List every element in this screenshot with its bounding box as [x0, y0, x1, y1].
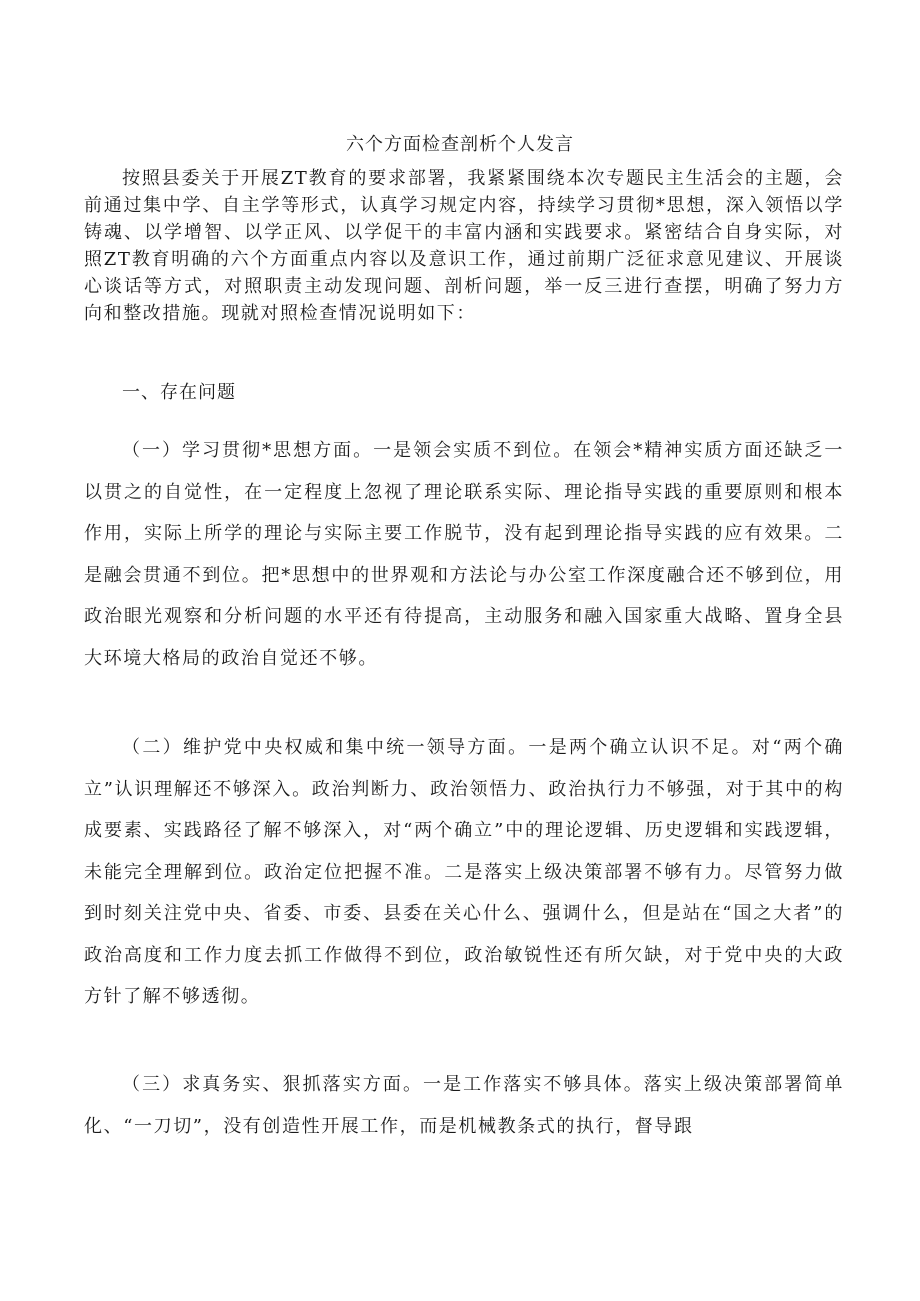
section-heading: 一、存在问题: [122, 382, 236, 403]
paragraph-implementation: （三）求真务实、狠抓落实方面。一是工作落实不够具体。落实上级决策部署简单化、“一刀切”，没有创造性开展工作，而是机械教条式的执行，督导跟: [84, 1074, 844, 1137]
document-title: 六个方面检查剖析个人发言: [346, 134, 574, 155]
paragraph-leadership: （二）维护党中央权威和集中统一领导方面。一是两个确立认识不足。对“两个确立”认识理解还不够深入。政治判断力、政治领悟力、政治执行力不够强，对于其中的构成要素、实践路径了解不够深入，对“两个确立”中的理论逻辑、历史逻辑和实践逻辑，未能完全理解到位。政治定位把握不准。二是落实上级决策部署不够有力。尽管努力做到时刻关注党中央、省委、市委、县委在关心什么、强调什么，但是站在“国之大者”的政治高度和工作力度去抓工作做得不到位，政治敏锐性还有所欠缺，对于党中央的大政方针了解不够透彻。: [84, 737, 844, 1007]
intro-paragraph: 按照县委关于开展ZT教育的要求部署，我紧紧围绕本次专题民主生活会的主题，会前通过集中学、自主学等形式，认真学习规定内容，持续学习贯彻*思想，深入领悟以学铸魂、以学增智、以学正风、以学促干的丰富内涵和实践要求。紧密结合自身实际，对照ZT教育明确的六个方面重点内容以及意识工作，通过前期广泛征求意见建议、开展谈心谈话等方式，对照职责主动发现问题、剖析问题，举一反三进行查摆，明确了努力方向和整改措施。现就对照检查情况说明如下：: [84, 168, 844, 324]
paragraph-study: （一）学习贯彻*思想方面。一是领会实质不到位。在领会*精神实质方面还缺乏一以贯之的自觉性，在一定程度上忽视了理论联系实际、理论指导实践的重要原则和根本作用，实际上所学的理论与实际主要工作脱节，没有起到理论指导实践的应有效果。二是融会贯通不到位。把*思想中的世界观和方法论与办公室工作深度融合还不够到位，用政治眼光观察和分析问题的水平还有待提高，主动服务和融入国家重大战略、置身全县大环境大格局的政治自觉还不够。: [84, 440, 844, 669]
